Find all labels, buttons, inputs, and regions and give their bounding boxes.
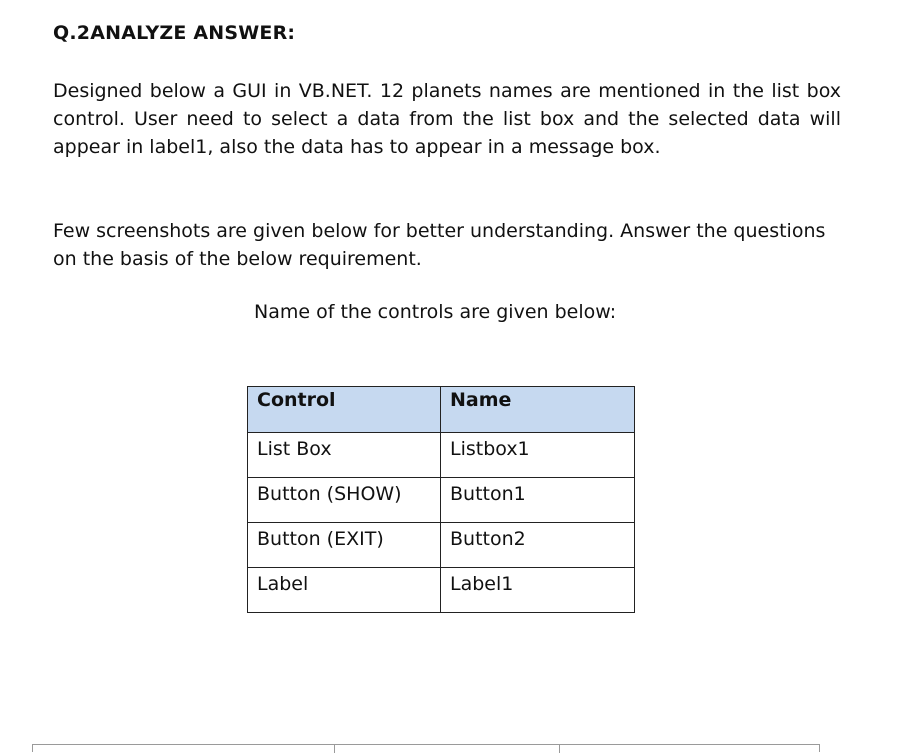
- cell-name: Button2: [441, 523, 635, 568]
- table-row: [248, 433, 635, 478]
- header-name: Name: [441, 387, 635, 433]
- table-header-row: [248, 387, 635, 433]
- cell-name: Label1: [441, 568, 635, 613]
- header-control: Control: [248, 387, 441, 433]
- table-caption: Name of the controls are given below:: [254, 301, 617, 323]
- cell-control: Button (SHOW): [248, 478, 441, 523]
- controls-table: [247, 386, 635, 613]
- table-row: [248, 478, 635, 523]
- table-row: [248, 523, 635, 568]
- instruction-paragraph: Few screenshots are given below for better understanding. Answer the questions on the basis of the below requirement.: [53, 220, 826, 270]
- cell-name: Listbox1: [441, 433, 635, 478]
- table-row: [248, 568, 635, 613]
- cell-control: Label: [248, 568, 441, 613]
- cell-name: Button1: [441, 478, 635, 523]
- cell-control: List Box: [248, 433, 441, 478]
- question-heading: Q.2ANALYZE ANSWER:: [53, 22, 296, 44]
- description-paragraph: Designed below a GUI in VB.NET. 12 planets names are mentioned in the list box control. User need to select a data from the list box and the selected data will appear in label1, also the data has to appear in a message box.: [53, 80, 841, 158]
- cell-control: Button (EXIT): [248, 523, 441, 568]
- partial-table-edge: [32, 744, 820, 752]
